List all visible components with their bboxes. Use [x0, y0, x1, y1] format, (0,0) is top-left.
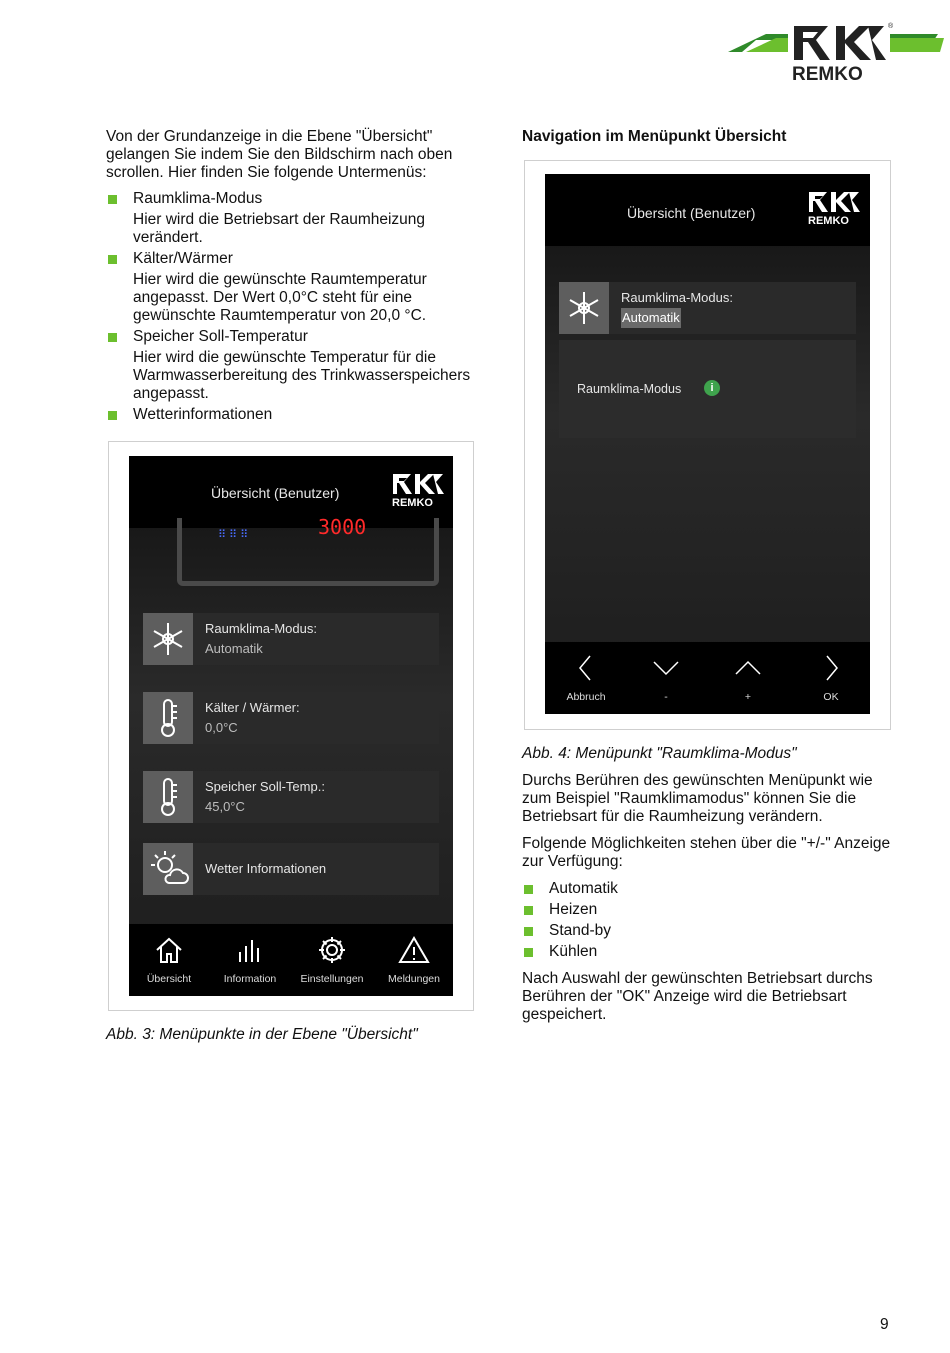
menu-item-raumklima[interactable]: Raumklima-Modus: Automatik [559, 282, 856, 334]
screen-title: Übersicht (Benutzer) [211, 485, 340, 501]
paragraph: Folgende Möglichkeiten stehen über die "+/-" Anzeige zur Verfügung: [522, 835, 891, 870]
list-item: Automatik [522, 880, 902, 898]
remko-mini-logo [807, 190, 861, 226]
bottom-nav [129, 924, 453, 996]
chevron-up-icon [732, 652, 764, 684]
remko-logo [728, 18, 944, 84]
blue-dots: ⠿⠿⠿ [218, 529, 252, 541]
right-text [522, 745, 902, 1033]
page-number: 9 [880, 1316, 889, 1333]
menu-item-speicher[interactable]: Speicher Soll-Temp.: 45,0°C [143, 771, 439, 823]
section-heading: Navigation im Menüpunkt Übersicht [522, 128, 787, 145]
menu-item-raumklima[interactable]: Raumklima-Modus: Automatik [143, 613, 439, 665]
intro-text: Von der Grundanzeige in die Ebene "Übersicht" gelangen Sie indem Sie den Bildschirm nach oben scrollen. Hier finden Sie folgende Untermenüs: [106, 128, 453, 181]
svg-text:REMKO: REMKO [808, 215, 849, 226]
overview-screen [129, 456, 453, 996]
list-item: Speicher Soll-Temperatur Hier wird die gewünschte Temperatur für die Warmwasserbereitung des Trinkwasserspeichers angepasst. [106, 328, 478, 403]
mode-options-list [522, 880, 902, 961]
list-item: Heizen [522, 901, 902, 919]
sun-cloud-icon [143, 843, 193, 895]
svg-text:REMKO: REMKO [392, 497, 433, 508]
mode-panel[interactable] [559, 340, 856, 438]
warning-icon [398, 934, 430, 966]
svg-text:REMKO: REMKO [792, 64, 863, 84]
list-item: Wetterinformationen [106, 406, 478, 424]
gear-icon [316, 934, 348, 966]
device-display [177, 515, 439, 586]
list-item: Raumklima-Modus Hier wird die Betriebsart der Raumheizung verändert. [106, 190, 478, 247]
menu-item-wetter[interactable]: Wetter Informationen [143, 843, 439, 895]
figure-4-caption: Abb. 4: Menüpunkt "Raumklima-Modus" [522, 745, 797, 762]
bottom-nav [545, 642, 870, 714]
bars-icon [234, 934, 266, 966]
thermometer-icon [143, 692, 193, 744]
list-item: Stand-by [522, 922, 902, 940]
nav-uebersicht[interactable]: Übersicht [139, 934, 199, 988]
ok-button[interactable]: OK [796, 652, 866, 706]
figure-3-caption: Abb. 3: Menüpunkte in der Ebene "Übersicht" [106, 1026, 418, 1043]
submenu-list [106, 190, 478, 424]
display-digits: 3000 [318, 515, 367, 539]
nav-information[interactable]: Information [217, 934, 283, 988]
panel-label: Raumklima-Modus [577, 382, 682, 396]
svg-text:®: ® [888, 23, 894, 30]
thermometer-icon [143, 771, 193, 823]
chevron-right-icon [815, 652, 847, 684]
nav-einstellungen[interactable]: Einstellungen [295, 934, 369, 988]
screen-header [545, 174, 870, 246]
nav-meldungen[interactable]: Meldungen [381, 934, 447, 988]
menu-item-kaelter-waermer[interactable]: Kälter / Wärmer: 0,0°C [143, 692, 439, 744]
list-item: Kühlen [522, 943, 902, 961]
left-column [106, 128, 478, 427]
cancel-button[interactable]: Abbruch [551, 652, 621, 706]
chevron-left-icon [570, 652, 602, 684]
snow-sun-icon [559, 282, 609, 334]
paragraph: Durchs Berühren des gewünschten Menüpunkt wie zum Beispiel "Raumklimamodus" können Sie die Betriebsart für die Raumheizung verändern. [522, 772, 873, 825]
screen-title: Übersicht (Benutzer) [627, 205, 756, 221]
raumklima-screen [545, 174, 870, 714]
remko-mini-logo [391, 472, 445, 508]
paragraph: Nach Auswahl der gewünschten Betriebsart durchs Berühren der "OK" Anzeige wird die Betriebsart gespeichert. [522, 970, 873, 1023]
home-icon [153, 934, 185, 966]
info-icon[interactable]: i [704, 380, 720, 396]
list-item: Kälter/Wärmer Hier wird die gewünschte Raumtemperatur angepasst. Der Wert 0,0°C steht für eine gewünschte Raumtemperatur von 20,0 °C. [106, 250, 478, 325]
snow-sun-icon [143, 613, 193, 665]
selected-value: Automatik [621, 308, 681, 328]
minus-button[interactable]: - [631, 652, 701, 706]
chevron-down-icon [650, 652, 682, 684]
plus-button[interactable]: + [713, 652, 783, 706]
